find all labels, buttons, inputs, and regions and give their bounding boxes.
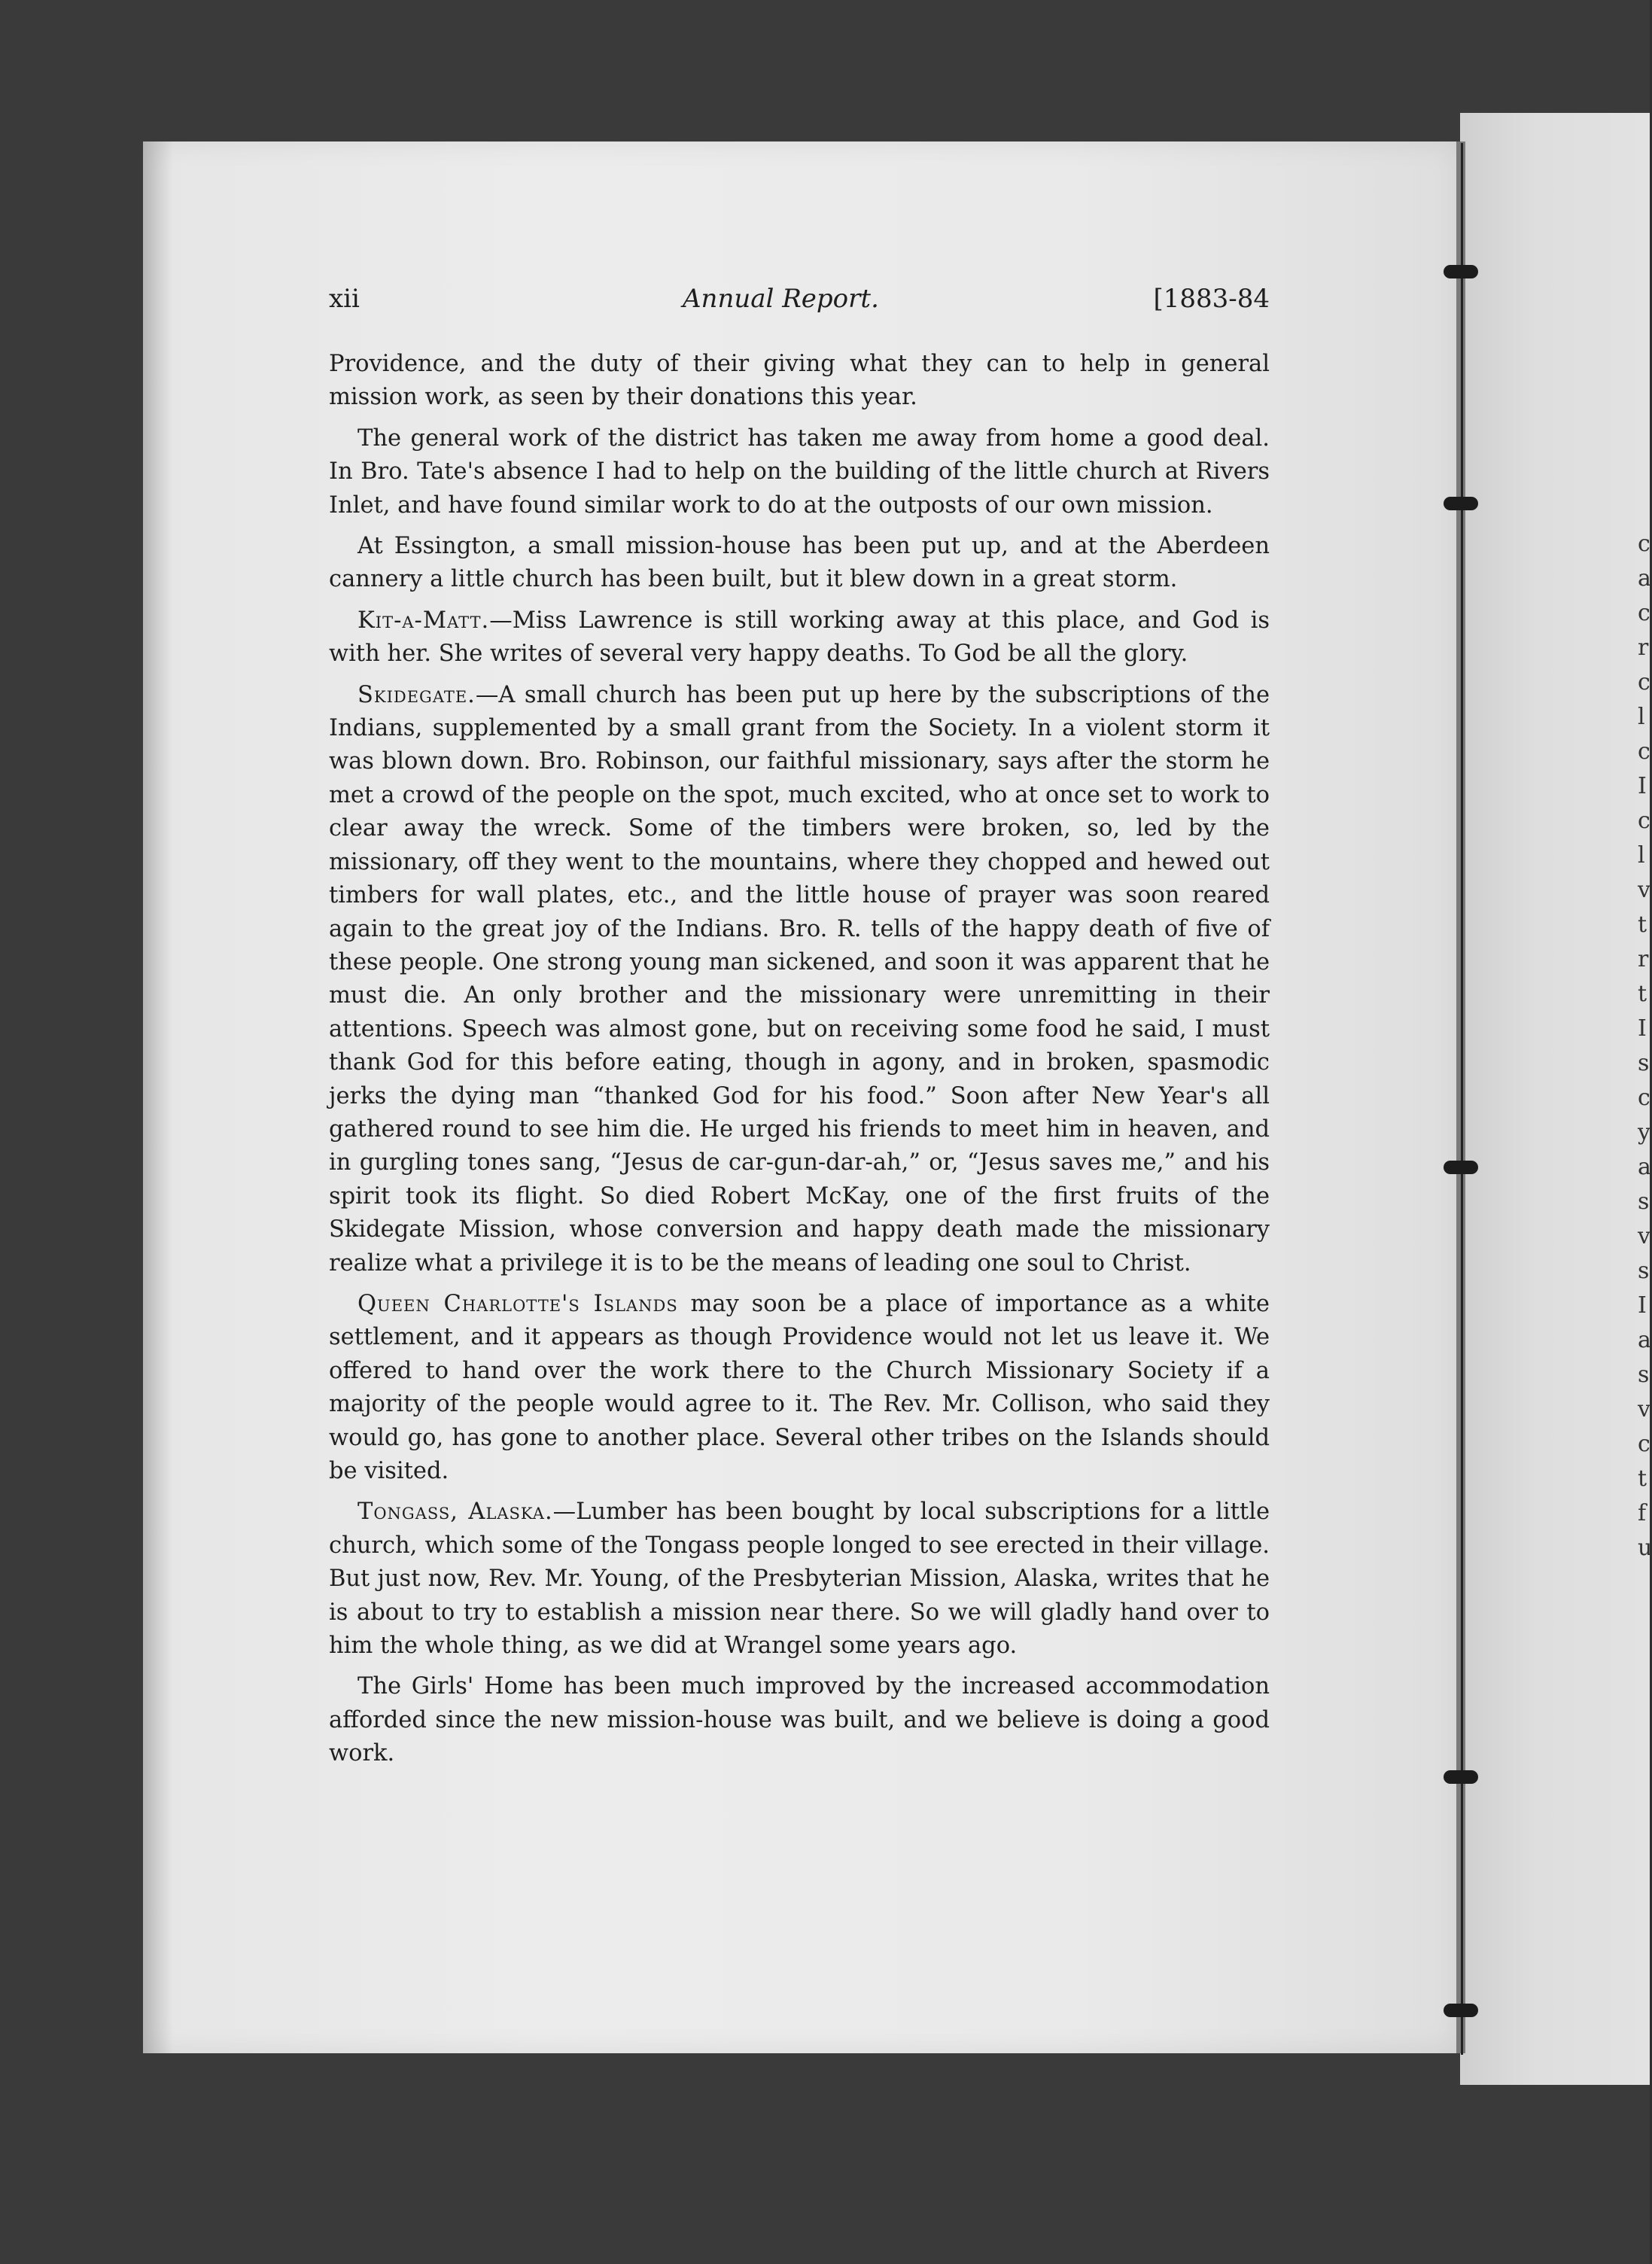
- paragraph: [329, 1288, 1270, 1488]
- facing-page-letter: s: [1638, 1050, 1650, 1076]
- facing-page-letter: s: [1638, 1188, 1650, 1215]
- paragraph: [329, 1670, 1270, 1770]
- facing-page-letter: t: [1638, 911, 1647, 938]
- facing-page-letter: c: [1638, 600, 1650, 626]
- paragraph-text: Providence, and the duty of their giving what they can to help in general mission work, as seen by their donations this year.: [329, 351, 1270, 411]
- binding-stitch: [1444, 1770, 1478, 1784]
- facing-page-letter: v: [1638, 877, 1650, 903]
- section-heading: Kit-a-Matt.: [357, 607, 490, 634]
- facing-page: [1460, 113, 1650, 2085]
- facing-page-letter: t: [1638, 981, 1647, 1007]
- facing-page-letter: a: [1638, 1154, 1651, 1180]
- paragraph-text: may soon be a place of importance as a white settlement, and it appears as though Providence would not let us leave it. We offered to hand over the work there to the Church Missionary Society if a majority of the people would agree to it. The Rev. Mr. Collison, who said they would go, has gone to another place. Several other tribes on the Islands should be visited.: [329, 1290, 1270, 1484]
- paragraph-text: —Miss Lawrence is still working away at this place, and God is with her. She writes of several very happy deaths. To God be all the glory.: [329, 607, 1270, 668]
- facing-page-text: [1638, 527, 1650, 1566]
- paragraph-text: —A small church has been put up here by the subscriptions of the Indians, supplemented by a small grant from the Society. In a violent storm it was blown down. Bro. Robinson, our faithful missionary, says after the storm he met a crowd of the people on the spot, much excited, who at once set to work to clear away the wreck. Some of the timbers were broken, so, led by the missionary, off they went to the mountains, where they chopped and hewed out timbers for wall plates, etc., and the little house of prayer was soon reared again to the great joy of the Indians. Bro. R. tells of the happy death of five of these people. One strong young man sickened, and soon it was apparent that he must die. An only brother and the missionary were unremitting in their attentions. Speech was almost gone, but on receiving some food he said, I must thank God for this before eating, though in agony, and in broken, spasmodic jerks the dying man “thanked God for his food.” Soon after New Year's all gathered round to see him die. He urged his friends to meet him in heaven, and in gurgling tones sang, “Jesus de car-gun-dar-ah,” or, “Jesus saves me,” and his spirit took its flight. So died Robert McKay, one of the first fruits of the Skidegate Mission, whose conversion and happy death made the missionary realize what a privilege it is to be the means of leading one soul to Christ.: [329, 681, 1270, 1277]
- paragraph: [329, 1496, 1270, 1663]
- facing-page-letter: c: [1638, 1085, 1650, 1111]
- paragraph: [329, 604, 1270, 671]
- binding-stitch: [1444, 1161, 1478, 1174]
- facing-page-letter: r: [1638, 946, 1649, 972]
- binding-stitch: [1444, 497, 1478, 510]
- section-heading: Queen Charlotte's Islands: [357, 1290, 678, 1317]
- paragraph: [329, 348, 1270, 415]
- facing-page-letter: l: [1638, 842, 1645, 869]
- report-year: [1883-84: [1153, 284, 1270, 314]
- page-body-text: [329, 348, 1270, 1779]
- facing-page-letter: I: [1638, 773, 1647, 799]
- facing-page-letter: c: [1638, 669, 1650, 695]
- paragraph-text: The general work of the district has taken me away from home a good deal. In Bro. Tate's absence I had to help on the building of the little church at Rivers Inlet, and have found similar work to do at the outposts of our own mission.: [329, 424, 1270, 519]
- paragraph: [329, 679, 1270, 1280]
- section-heading: Tongass, Alaska.: [357, 1499, 553, 1526]
- page-edge-shadow: [143, 142, 173, 2053]
- facing-page-letter: a: [1638, 565, 1651, 592]
- facing-page-letter: c: [1638, 808, 1650, 834]
- paragraph-text: —Lumber has been bought by local subscriptions for a little church, which some of the Tongass people longed to see erected in their village. But just now, Rev. Mr. Young, of the Presbyterian Mission, Alaska, writes that he is about to try to establish a mission near there. So we will gladly hand over to him the whole thing, as we did at Wrangel some years ago.: [329, 1499, 1270, 1660]
- facing-page-letter: v: [1638, 1223, 1650, 1249]
- facing-page-letter: f: [1638, 1500, 1647, 1526]
- section-heading: Skidegate.: [357, 681, 476, 708]
- facing-page-letter: s: [1638, 1362, 1650, 1388]
- binding-thread: [1461, 143, 1463, 2055]
- facing-page-letter: l: [1638, 704, 1645, 730]
- running-header: [329, 284, 1270, 321]
- facing-page-letter: u: [1638, 1535, 1652, 1561]
- facing-page-letter: c: [1638, 738, 1650, 765]
- paragraph-text: At Essington, a small mission-house has been put up, and at the Aberdeen cannery a little church has been built, but it blew down in a great storm.: [329, 533, 1270, 593]
- running-title: Annual Report.: [683, 284, 879, 314]
- facing-page-letter: I: [1638, 1292, 1647, 1319]
- facing-page-letter: v: [1638, 1396, 1650, 1423]
- binding-stitch: [1444, 265, 1478, 278]
- facing-page-letter: I: [1638, 1015, 1647, 1042]
- binding-stitch: [1444, 2004, 1478, 2017]
- facing-page-letter: r: [1638, 634, 1649, 661]
- facing-page-letter: y: [1638, 1119, 1650, 1146]
- facing-page-letter: c: [1638, 1431, 1650, 1457]
- page-number: xii: [329, 284, 360, 314]
- paragraph: [329, 530, 1270, 597]
- paragraph: [329, 422, 1270, 522]
- paragraph-text: The Girls' Home has been much improved by the increased accommodation afforded since the new mission-house was built, and we believe is doing a good work.: [329, 1673, 1270, 1767]
- facing-page-letter: a: [1638, 1327, 1651, 1353]
- facing-page-letter: t: [1638, 1465, 1647, 1492]
- facing-page-letter: s: [1638, 1258, 1650, 1284]
- facing-page-letter: c: [1638, 531, 1650, 557]
